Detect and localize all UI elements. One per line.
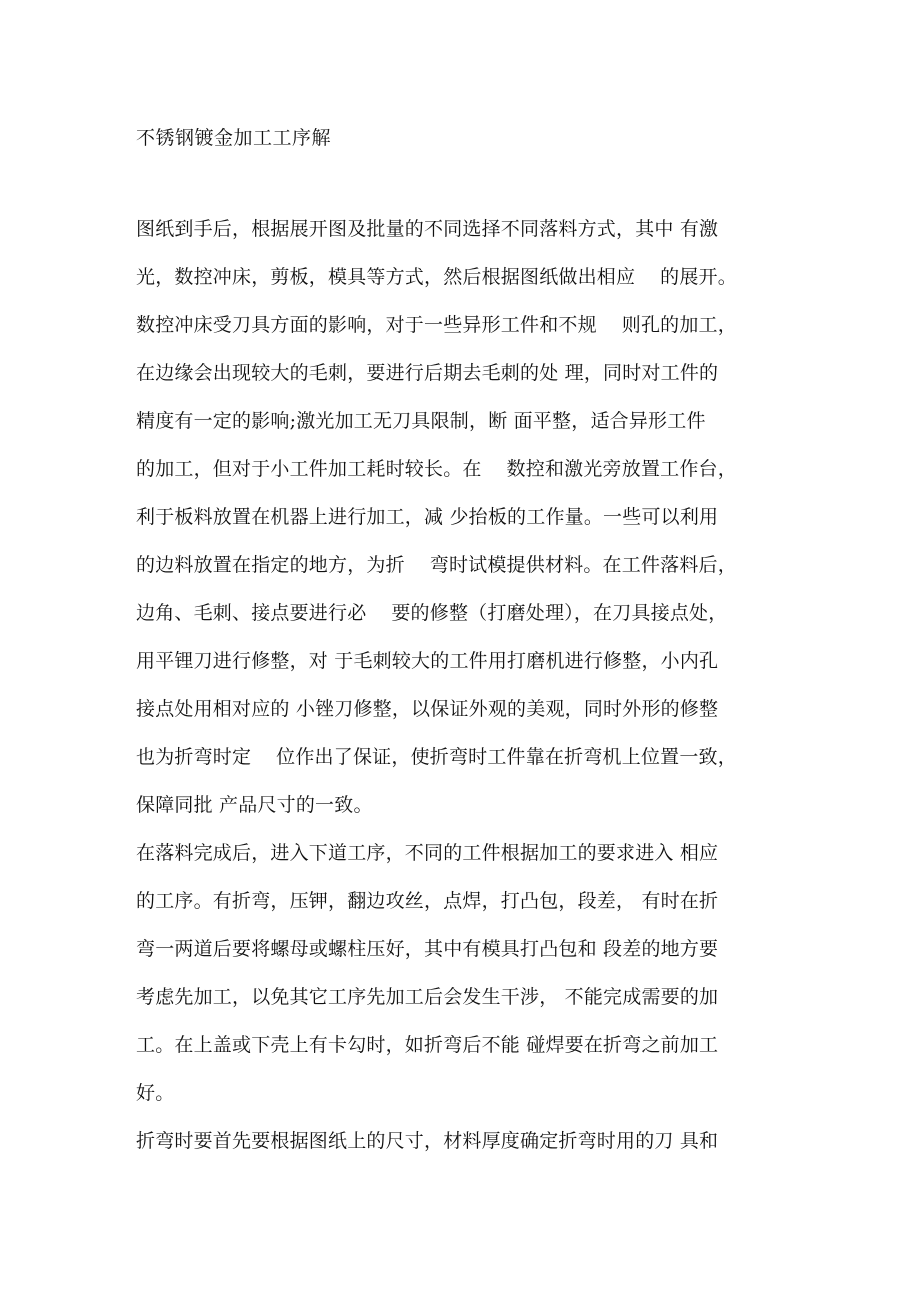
body-line: 工。在上盖或下壳上有卡勾时，如折弯后不能 碰焊要在折弯之前加工	[136, 1034, 719, 1056]
body-line: 接点处用相对应的 小锉刀修整，以保证外观的美观，同时外形的修整	[136, 698, 719, 720]
body-line: 的加工，但对于小工件加工耗时较长。在 数控和激光旁放置工作台，	[136, 458, 737, 480]
body-line: 折弯时要首先要根据图纸上的尺寸，材料厚度确定折弯时用的刀 具和	[136, 1130, 719, 1152]
body-line: 的边料放置在指定的地方，为折 弯时试模提供材料。在工件落料后，	[136, 554, 737, 576]
body-line: 在落料完成后，进入下道工序，不同的工件根据加工的要求进入 相应	[136, 842, 719, 864]
body-line: 用平锂刀进行修整，对 于毛刺较大的工件用打磨机进行修整，小内孔	[136, 650, 719, 672]
body-line: 也为折弯时定 位作出了保证，使折弯时工件靠在折弯机上位置一致，	[136, 746, 737, 768]
body-line: 在边缘会出现较大的毛刺，要进行后期去毛刺的处 理，同时对工件的	[136, 362, 719, 384]
body-line: 弯一两道后要将螺母或螺柱压好，其中有模具打凸包和 段差的地方要	[136, 938, 719, 960]
body-line: 考虑先加工，以免其它工序先加工后会发生干涉， 不能完成需要的加	[136, 986, 719, 1008]
body-line: 图纸到手后，根据展开图及批量的不同选择不同落料方式，其中 有激	[136, 218, 719, 240]
body-line: 边角、毛刺、接点要进行必 要的修整（打磨处理），在刀具接点处，	[136, 602, 728, 624]
body-line: 好。	[136, 1082, 175, 1104]
body-line: 的工序。有折弯，压钾，翻边攻丝，点焊，打凸包，段差， 有时在折	[136, 890, 719, 912]
body-line: 光，数控冲床，剪板，模具等方式，然后根据图纸做出相应 的展开。	[136, 266, 737, 288]
body-line: 数控冲床受刀具方面的影响，对于一些异形工件和不规 则孔的加工，	[136, 314, 737, 336]
body-line: 保障同批 产品尺寸的一致。	[136, 794, 373, 816]
body-line: 精度有一定的影响;激光加工无刀具限制，断 面平整，适合异形工件	[136, 410, 706, 432]
document-title: 不锈钢镀金加工工序解	[136, 127, 332, 149]
body-line: 利于板料放置在机器上进行加工，减 少抬板的工作量。一些可以利用	[136, 506, 719, 528]
